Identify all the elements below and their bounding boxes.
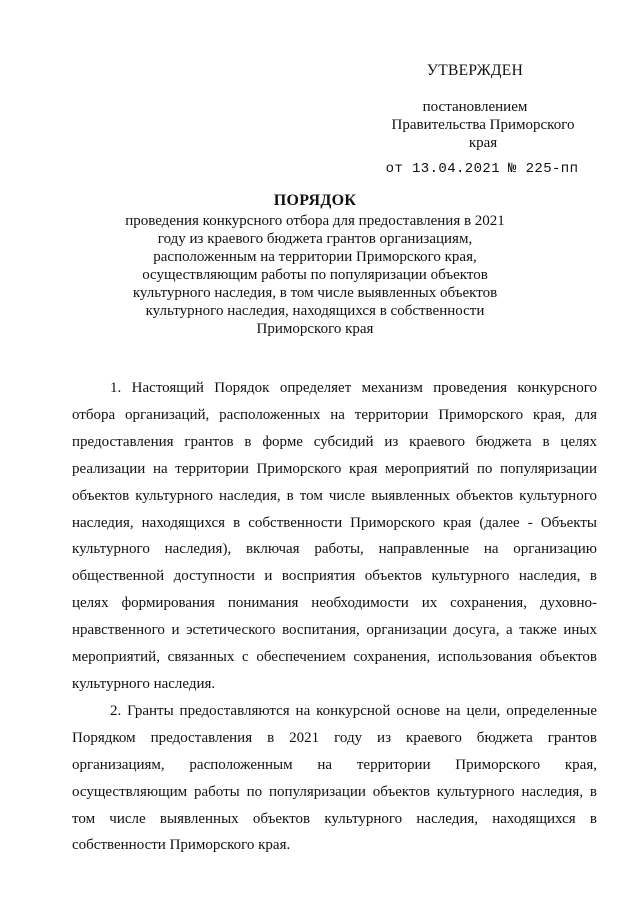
document-title: ПОРЯДОК	[273, 192, 357, 209]
approval-line-1: постановлением	[422, 99, 528, 115]
paragraph-1: 1. Настоящий Порядок определяет механизм проведения конкурсного отбора организаций, расположенных на территории Приморского края, для предоставления грантов в форме субсидий из краевого бюджета в целях реализации на территории Приморского края мероприятий по популяризации объектов культурного наследия, в том числе выявленных объектов культурного наследия, находящихся в собственности Приморского края (далее - Объекты культурного наследия), включая работы, направленные на организацию общественной доступности и восприятия объектов культурного наследия, в целях формирования понимания необходимости их сохранения, духовно-нравственного и эстетического воспитания, организации досуга, а также иных мероприятий, связанных с обеспечением сохранения, использования объектов культурного наследия.	[72, 380, 597, 692]
document-heading	[120, 191, 510, 338]
approval-number: № 225-пп	[508, 161, 579, 177]
paragraph-2: 2. Гранты предоставляются на конкурсной основе на цели, определенные Порядком предоставления в 2021 году из краевого бюджета грантов организациям, расположенным на территории Приморского края, осуществляющим работы по популяризации объектов культурного наследия, в том числе выявленных объектов культурного наследия, находящихся в собственности Приморского края.	[72, 702, 597, 854]
document-body	[72, 375, 597, 859]
approval-line-2: Правительства Приморского края	[391, 117, 575, 151]
approval-word: УТВЕРЖДЕН	[426, 62, 524, 79]
approval-date: от 13.04.2021	[385, 161, 500, 177]
document-subtitle: проведения конкурсного отбора для предоставления в 2021 году из краевого бюджета грантов организациям, расположенным на территории Приморского края, осуществляющим работы по популяризации объектов культурного наследия, в том числе выявленных объектов культурного наследия, находящихся в собственности Приморского края	[125, 213, 505, 337]
approval-block	[360, 62, 590, 178]
approval-stamp	[374, 160, 590, 178]
